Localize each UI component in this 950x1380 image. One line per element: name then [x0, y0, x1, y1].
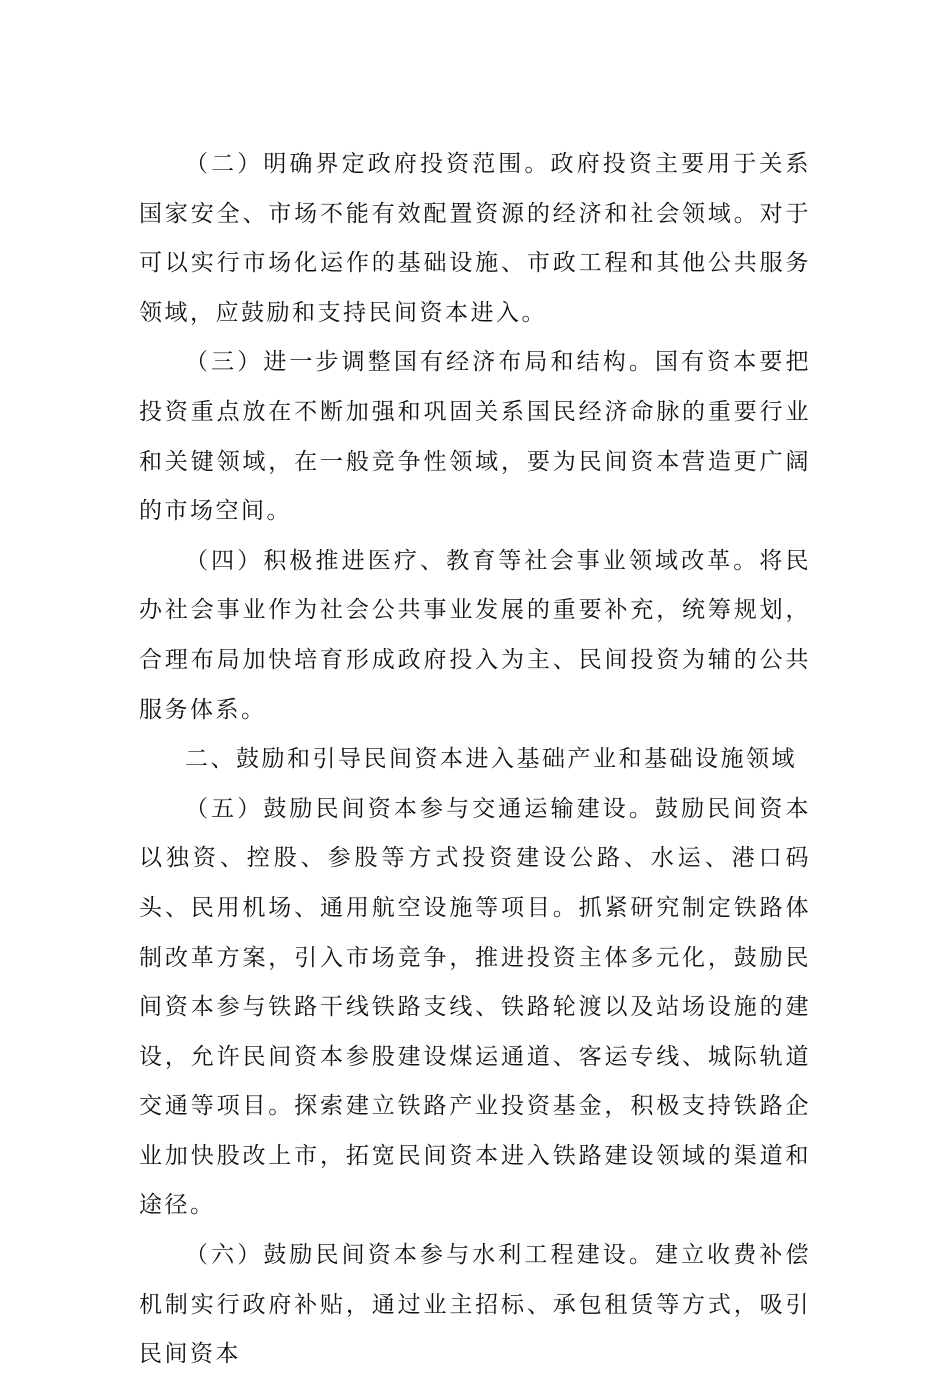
- paragraph-2-define-gov-investment-scope: （二）明确界定政府投资范围。政府投资主要用于关系国家安全、市场不能有效配置资源的经济和社会领域。对于可以实行市场化运作的基础设施、市政工程和其他公共服务领域，应鼓励和支持民间资本进入。: [139, 151, 811, 326]
- paragraph-5-transportation-construction: （五）鼓励民间资本参与交通运输建设。鼓励民间资本以独资、控股、参股等方式投资建设公路、水运、港口码头、民用机场、通用航空设施等项目。抓紧研究制定铁路体制改革方案，引入市场竞争，推进投资主体多元化，鼓励民间资本参与铁路干线铁路支线、铁路轮渡以及站场设施的建设，允许民间资本参股建设煤运通道、客运专线、城际轨道交通等项目。探索建立铁路产业投资基金，积极支持铁路企业加快股改上市，拓宽民间资本进入铁路建设领域的渠道和途径。: [139, 795, 811, 1219]
- document-body: [139, 140, 811, 1380]
- section-heading-infrastructure: 二、鼓励和引导民间资本进入基础产业和基础设施领域: [185, 746, 797, 773]
- paragraph-4-social-undertakings-reform: （四）积极推进医疗、教育等社会事业领域改革。将民办社会事业作为社会公共事业发展的重要补充，统筹规划，合理布局加快培育形成政府投入为主、民间投资为辅的公共服务体系。: [139, 547, 811, 723]
- paragraph-3-adjust-state-economy-layout: （三）进一步调整国有经济布局和结构。国有资本要把投资重点放在不断加强和巩固关系国民经济命脉的重要行业和关键领域，在一般竞争性领域，要为民间资本营造更广阔的市场空间。: [139, 349, 811, 525]
- paragraph-6-water-conservancy: （六）鼓励民间资本参与水利工程建设。建立收费补偿机制实行政府补贴，通过业主招标、承包租赁等方式，吸引民间资本: [139, 1242, 811, 1368]
